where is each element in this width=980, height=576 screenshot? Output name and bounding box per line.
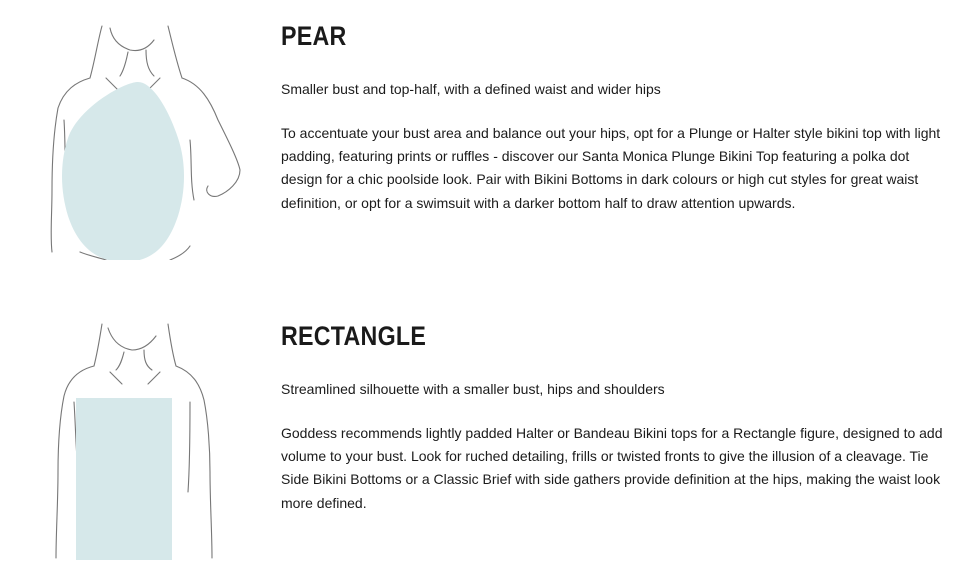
pear-text-block	[281, 18, 946, 215]
pear-figure-illustration	[40, 20, 250, 260]
section-title: PEAR	[281, 21, 347, 51]
body-shape-section-pear	[0, 0, 980, 280]
section-description: To accentuate your bust area and balance out your hips, opt for a Plunge or Halter style bikini top with light padding, featuring prints or ruffles - discover our Santa Monica Plunge Bikini Top featuring a polka dot design for a chic poolside look. Pair with Bikini Bottoms in dark colours or high cut styles for great waist definition, or opt for a swimsuit with a darker bottom half to draw attention upwards.	[281, 125, 941, 211]
rectangle-shape	[76, 398, 172, 560]
section-description: Goddess recommends lightly padded Halter or Bandeau Bikini tops for a Rectangle figure, designed to add volume to your bust. Look for ruched detailing, frills or twisted fronts to give the illusion of a cleavage. Tie Side Bikini Bottoms or a Classic Brief with side gathers provide definition at the hips, making the waist look more defined.	[281, 425, 943, 511]
section-summary: Smaller bust and top-half, with a defined waist and wider hips	[281, 81, 661, 97]
section-title: RECTANGLE	[281, 321, 427, 351]
body-shape-section-rectangle	[0, 300, 980, 576]
pear-shape	[62, 82, 184, 260]
rectangle-body-sketch-icon	[40, 322, 250, 560]
rectangle-figure-illustration	[40, 322, 250, 560]
pear-body-sketch-icon	[40, 20, 250, 260]
section-summary: Streamlined silhouette with a smaller bust, hips and shoulders	[281, 381, 665, 397]
rectangle-text-block	[281, 318, 946, 515]
